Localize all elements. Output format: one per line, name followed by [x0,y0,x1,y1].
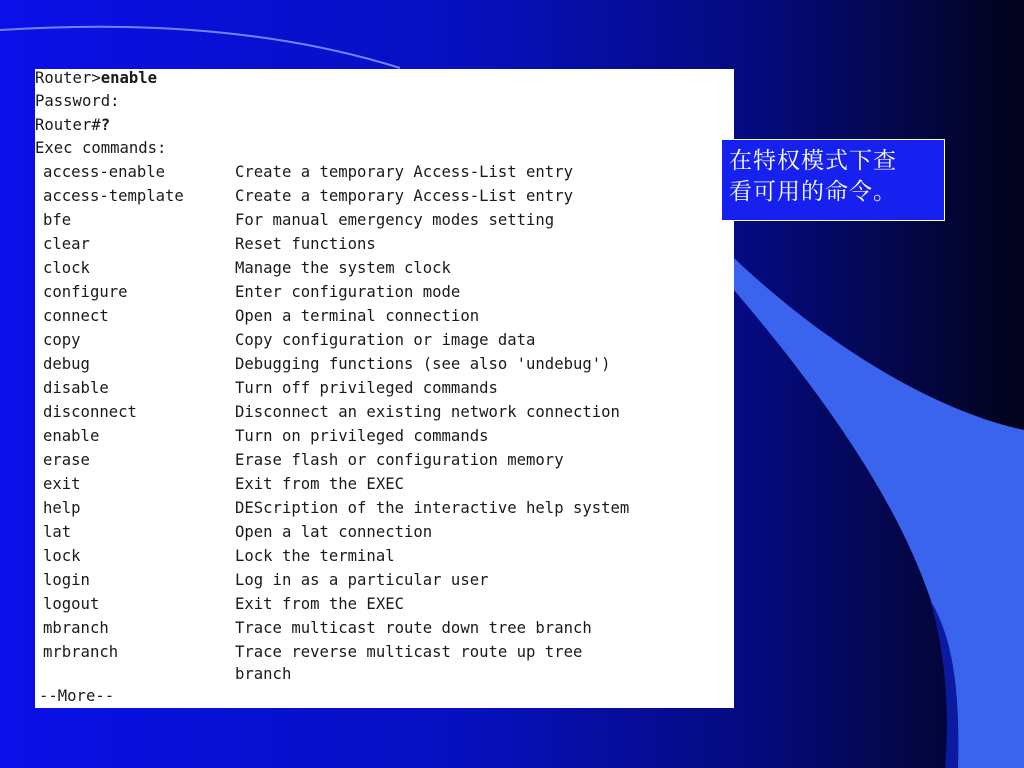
command-description: For manual emergency modes setting [235,211,555,229]
command-description: Exit from the EXEC [235,475,404,493]
command-name: lat [43,523,72,541]
command-name: help [43,499,81,517]
command-name: access-enable [43,163,166,181]
prompt-text: Router> [35,69,101,87]
prompt-line-help [35,113,110,137]
command-description: Log in as a particular user [235,571,489,589]
command-name: mrbranch [43,643,119,661]
callout-line-2: 看可用的命令。 [729,179,897,205]
exec-header: Exec commands: [35,139,167,157]
command-description: DEScription of the interactive help system [235,499,630,517]
command-description: Copy configuration or image data [235,331,536,349]
command-name: clear [43,235,90,253]
command-name: exit [43,475,81,493]
command-description: Erase flash or configuration memory [235,451,564,469]
command-name: login [43,571,90,589]
command-name: disable [43,379,109,397]
command-description: Open a lat connection [235,523,433,541]
command-name: mbranch [43,619,109,637]
command-description: Create a temporary Access-List entry [235,187,573,205]
command-description: Turn on privileged commands [235,427,489,445]
wrapped-description: branch [235,665,292,683]
command-name: configure [43,283,128,301]
decor-arc-line [0,27,400,68]
command-name: debug [43,355,90,373]
typed-command: enable [100,69,158,87]
command-description: Disconnect an existing network connection [235,403,620,421]
prompt-line-enable [35,69,157,90]
terminal-screenshot [35,69,734,708]
typed-command: ? [100,116,111,134]
command-description: Lock the terminal [235,547,395,565]
command-name: enable [43,427,100,445]
command-description: Exit from the EXEC [235,595,404,613]
command-name: disconnect [43,403,137,421]
command-description: Debugging functions (see also 'undebug') [235,355,611,373]
password-line: Password: [35,92,120,110]
annotation-callout [721,139,945,221]
prompt-text: Router# [35,116,101,134]
command-name: copy [43,331,81,349]
command-description: Create a temporary Access-List entry [235,163,573,181]
command-name: lock [43,547,81,565]
decor-wave [734,258,1024,768]
command-description: Turn off privileged commands [235,379,498,397]
command-name: connect [43,307,109,325]
command-name: erase [43,451,90,469]
command-name: bfe [43,211,72,229]
more-prompt: --More-- [39,687,115,705]
command-description: Reset functions [235,235,376,253]
command-name: logout [43,595,100,613]
command-description: Open a terminal connection [235,307,480,325]
command-description: Manage the system clock [235,259,451,277]
callout-line-1: 在特权模式下查 [729,148,897,174]
command-name: clock [43,259,90,277]
command-description: Trace reverse multicast route up tree [235,643,583,661]
command-description: Enter configuration mode [235,283,461,301]
command-description: Trace multicast route down tree branch [235,619,592,637]
command-name: access-template [43,187,184,205]
